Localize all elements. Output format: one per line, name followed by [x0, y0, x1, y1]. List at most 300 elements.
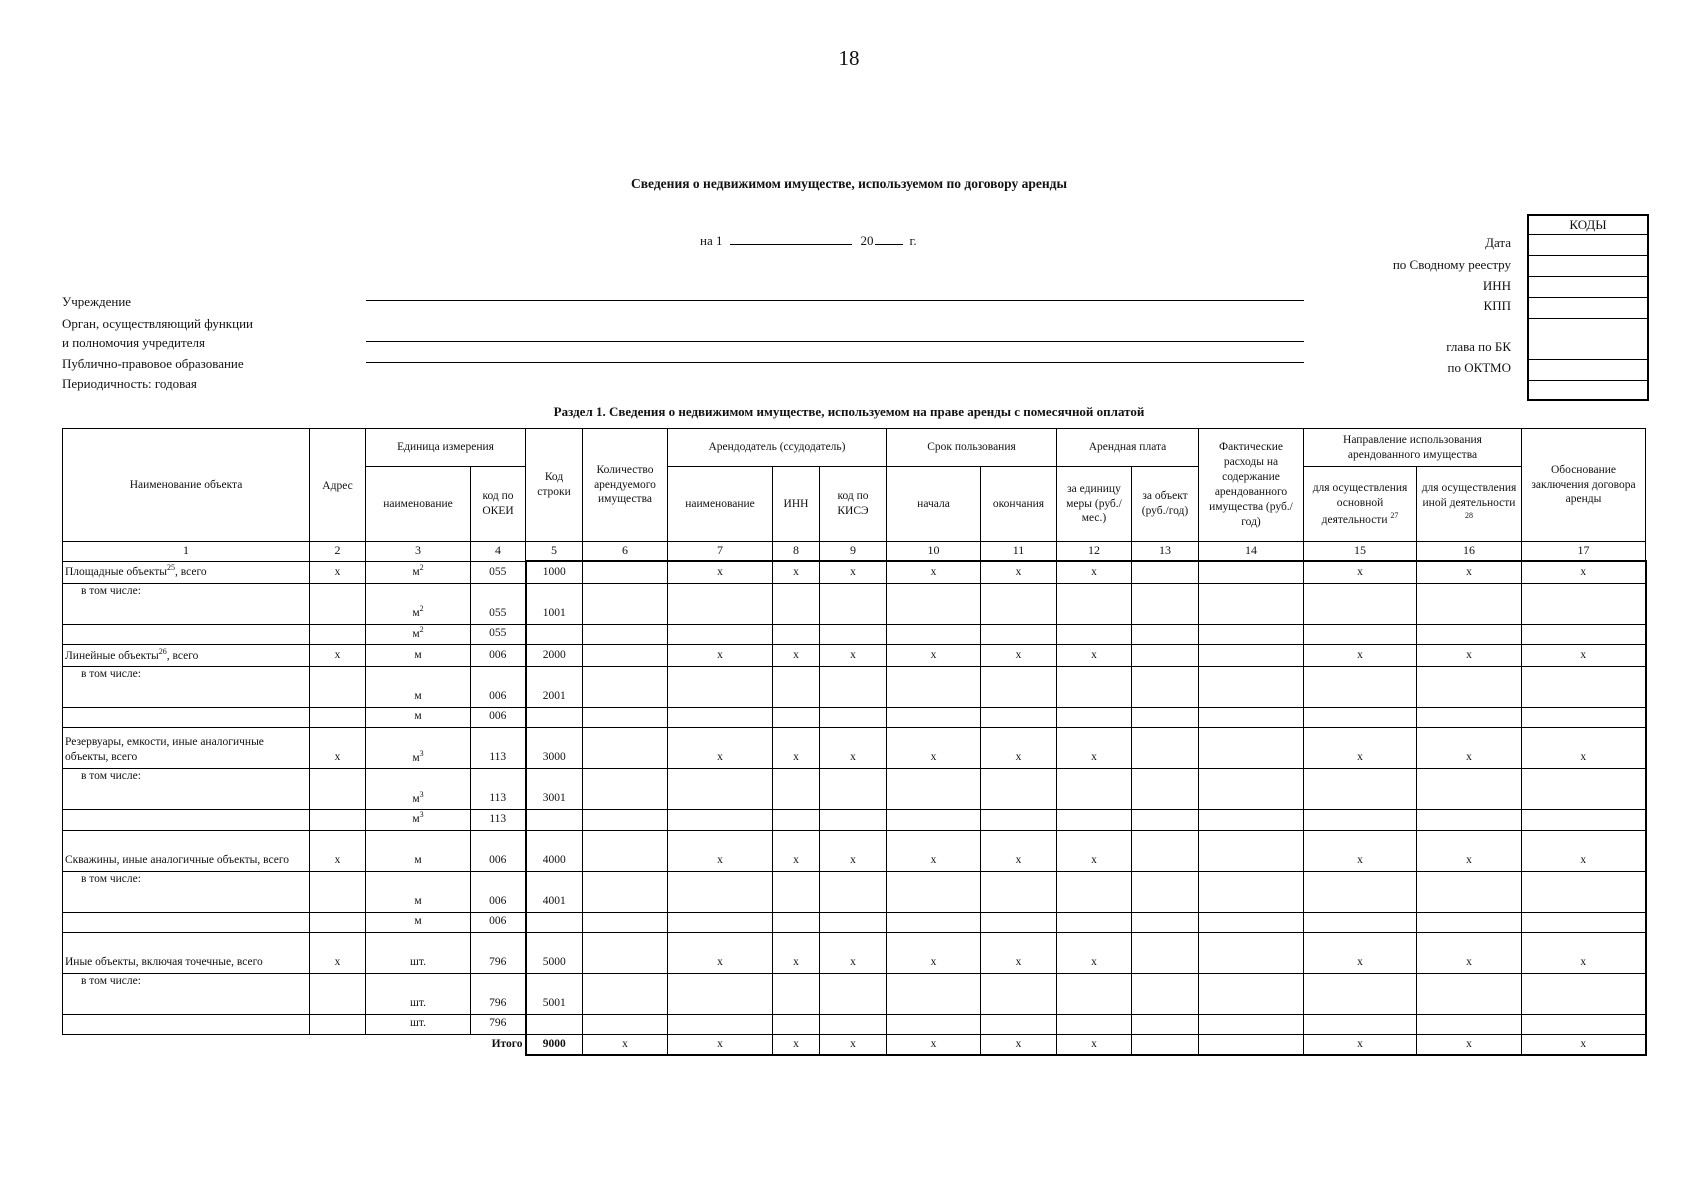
table-cell-col17[interactable] [1522, 913, 1646, 933]
table-cell-col14[interactable] [1199, 583, 1304, 624]
table-cell-col3 [366, 624, 471, 645]
header-lessor-inn: ИНН [773, 467, 820, 542]
table-cell-col13[interactable] [1132, 913, 1199, 933]
table-cell-col17: x [1522, 645, 1646, 667]
table-cell-col16: x [1417, 933, 1522, 974]
section-title: Раздел 1. Сведения о недвижимом имуществе, используемом на праве аренды с помесячной оплатой [553, 404, 1145, 419]
table-cell-col14[interactable] [1199, 769, 1304, 810]
header-rent-group: Арендная плата [1057, 429, 1199, 467]
table-cell-col7: x [668, 933, 773, 974]
column-number: 11 [981, 542, 1057, 562]
table-cell-col16[interactable] [1417, 624, 1522, 645]
table-cell-col5: 2000 [526, 645, 583, 667]
table-cell-col16[interactable] [1417, 913, 1522, 933]
table-cell-col7: x [668, 831, 773, 872]
table-cell-col15[interactable] [1304, 769, 1417, 810]
table-cell-col13[interactable] [1132, 769, 1199, 810]
table-cell-col2 [310, 810, 366, 831]
table-cell-col9: x [820, 561, 887, 583]
table-cell-col17[interactable] [1522, 583, 1646, 624]
footnote-27: 27 [1390, 510, 1399, 520]
table-row [63, 933, 1646, 974]
table-cell-col4: 113 [471, 769, 526, 810]
table-cell-col6[interactable] [583, 667, 668, 708]
table-row [63, 583, 1646, 624]
column-number: 13 [1132, 542, 1199, 562]
unit-text: м [412, 792, 420, 805]
table-cell-col17: x [1522, 933, 1646, 974]
table-cell-col5: 5001 [526, 974, 583, 1015]
table-cell-col2 [310, 769, 366, 810]
organ-label-line2: и полномочия учредителя [62, 335, 205, 350]
table-cell-col13[interactable] [1132, 810, 1199, 831]
table-cell-col14[interactable] [1199, 728, 1304, 769]
header-rent-object: за объект (руб./год) [1132, 467, 1199, 542]
table-row [63, 728, 1646, 769]
table-cell-col14[interactable] [1199, 872, 1304, 913]
table-cell-col3 [366, 708, 471, 728]
table-cell-col17[interactable] [1522, 810, 1646, 831]
code-bk-cell[interactable] [1529, 319, 1647, 360]
table-cell-col14[interactable] [1199, 708, 1304, 728]
unit-text: м [412, 751, 420, 764]
table-cell-col8: x [773, 561, 820, 583]
column-number: 15 [1304, 542, 1417, 562]
table-cell-col5 [526, 913, 583, 933]
table-cell-col10: x [887, 831, 981, 872]
table-cell-col7[interactable] [668, 1015, 773, 1035]
table-cell-col4: 006 [471, 872, 526, 913]
column-number: 16 [1417, 542, 1522, 562]
column-number: 8 [773, 542, 820, 562]
header-dir-main [1304, 467, 1417, 542]
table-cell-col10[interactable] [887, 810, 981, 831]
table-cell-col5: 1001 [526, 583, 583, 624]
header-row-code: Код строки [526, 429, 583, 542]
table-cell-col10[interactable] [887, 708, 981, 728]
codes-label-bk: глава по БК [1446, 339, 1511, 354]
table-cell-col6[interactable] [583, 872, 668, 913]
table-cell-col3 [366, 561, 471, 583]
table-cell-col15[interactable] [1304, 708, 1417, 728]
table-cell-col16[interactable] [1417, 974, 1522, 1015]
footnote-28: 28 [1465, 510, 1473, 520]
table-cell-col2: x [310, 561, 366, 583]
table-cell-col6[interactable] [583, 708, 668, 728]
organ-field[interactable] [366, 341, 1304, 342]
table-cell-col13[interactable] [1132, 667, 1199, 708]
table-cell-col5: 1000 [526, 561, 583, 583]
table-cell-col15: x [1304, 645, 1417, 667]
table-cell-col1 [63, 831, 310, 872]
header-lessor-kise: код по КИСЭ [820, 467, 887, 542]
total-cell-col6: x [583, 1035, 668, 1055]
column-number: 10 [887, 542, 981, 562]
table-cell-col9[interactable] [820, 810, 887, 831]
institution-label: Учреждение [62, 294, 132, 309]
header-justification: Обоснование заключения договора аренды [1522, 429, 1646, 542]
unit-text: м [414, 710, 422, 723]
table-cell-col12[interactable] [1057, 769, 1132, 810]
code-registry-cell[interactable] [1529, 256, 1647, 277]
table-cell-col12: x [1057, 933, 1132, 974]
table-cell-col12[interactable] [1057, 913, 1132, 933]
header-lessor-name: наименование [668, 467, 773, 542]
table-cell-col2 [310, 624, 366, 645]
table-cell-col16[interactable] [1417, 583, 1522, 624]
table-cell-col3 [366, 913, 471, 933]
institution-field[interactable] [366, 300, 1304, 301]
table-row [63, 708, 1646, 728]
header-rent-unit: за единицу меры (руб./мес.) [1057, 467, 1132, 542]
column-number: 9 [820, 542, 887, 562]
table-cell-col3 [366, 769, 471, 810]
table-cell-col4: 006 [471, 645, 526, 667]
public-entity-label: Публично-правовое образование [62, 356, 244, 371]
total-cell-col9: x [820, 1035, 887, 1055]
date-day-month-field[interactable] [730, 232, 852, 245]
header-dir-main-text: для осуществления основной деятельности [1312, 481, 1408, 526]
table-cell-col11: x [981, 645, 1057, 667]
table-cell-col9[interactable] [820, 769, 887, 810]
table-cell-col4: 006 [471, 708, 526, 728]
code-inn-cell[interactable] [1529, 277, 1647, 298]
table-cell-col3 [366, 728, 471, 769]
code-kpp-cell[interactable] [1529, 298, 1647, 319]
table-cell-col3 [366, 810, 471, 831]
table-cell-col17[interactable] [1522, 708, 1646, 728]
table-cell-col14[interactable] [1199, 810, 1304, 831]
table-cell-col2 [310, 974, 366, 1015]
row-name: в том числе: [81, 975, 141, 988]
table-cell-col9[interactable] [820, 583, 887, 624]
table-cell-col2 [310, 583, 366, 624]
table-cell-col10: x [887, 645, 981, 667]
page-number: 18 [838, 46, 860, 70]
table-cell-col1 [63, 913, 310, 933]
table-cell-col9[interactable] [820, 624, 887, 645]
table-cell-col17: x [1522, 831, 1646, 872]
header-quantity: Количество арендуемого имущества [583, 429, 668, 542]
table-cell-col2: x [310, 645, 366, 667]
table-cell-col12[interactable] [1057, 1015, 1132, 1035]
table-cell-col14[interactable] [1199, 645, 1304, 667]
table-cell-col13[interactable] [1132, 583, 1199, 624]
table-cell-col6[interactable] [583, 831, 668, 872]
table-cell-col5: 3000 [526, 728, 583, 769]
total-cell-col17: x [1522, 1035, 1646, 1055]
table-cell-col9[interactable] [820, 872, 887, 913]
table-cell-col9[interactable] [820, 974, 887, 1015]
table-cell-col8[interactable] [773, 583, 820, 624]
row-name: Резервуары, емкости, иные аналогичные объекты, всего [65, 736, 264, 764]
table-cell-col8: x [773, 645, 820, 667]
table-cell-col12[interactable] [1057, 810, 1132, 831]
unit-text: м [414, 854, 422, 867]
table-cell-col1 [63, 974, 310, 1015]
total-label: Итого [491, 1038, 523, 1051]
table-cell-col4: 006 [471, 913, 526, 933]
table-cell-col5 [526, 624, 583, 645]
table-cell-col9[interactable] [820, 1015, 887, 1035]
table-cell-col4: 113 [471, 810, 526, 831]
table-cell-col16: x [1417, 645, 1522, 667]
table-cell-col8[interactable] [773, 810, 820, 831]
table-cell-col7[interactable] [668, 810, 773, 831]
header-dir-other [1417, 467, 1522, 542]
codes-label-inn: ИНН [1482, 278, 1511, 293]
table-cell-col10[interactable] [887, 583, 981, 624]
codes-label-kpp: КПП [1483, 298, 1511, 313]
column-number: 1 [63, 542, 310, 562]
date-year-field[interactable] [875, 232, 903, 245]
table-cell-col10[interactable] [887, 974, 981, 1015]
table-cell-col14[interactable] [1199, 913, 1304, 933]
table-cell-col8[interactable] [773, 872, 820, 913]
date-year-prefix: 20 [860, 233, 874, 248]
table-cell-col14[interactable] [1199, 933, 1304, 974]
table-cell-col15[interactable] [1304, 667, 1417, 708]
date-prefix: на 1 [700, 233, 723, 248]
public-entity-field[interactable] [366, 362, 1304, 363]
total-cell-col16: x [1417, 1035, 1522, 1055]
total-cell-col14[interactable] [1199, 1035, 1304, 1055]
total-cell-col5: 9000 [526, 1035, 583, 1055]
table-cell-col6[interactable] [583, 1015, 668, 1035]
table-cell-col11[interactable] [981, 583, 1057, 624]
table-cell-col3 [366, 583, 471, 624]
table-cell-col13[interactable] [1132, 831, 1199, 872]
row-name-suffix: , всего [175, 565, 207, 578]
row-name: Площадные объекты [65, 565, 168, 578]
table-cell-col15: x [1304, 831, 1417, 872]
table-cell-col13[interactable] [1132, 708, 1199, 728]
table-cell-col15[interactable] [1304, 872, 1417, 913]
table-cell-col7[interactable] [668, 913, 773, 933]
table-cell-col9[interactable] [820, 708, 887, 728]
header-unit-group: Единица измерения [366, 429, 526, 467]
report-date-line [700, 232, 917, 249]
table-cell-col11[interactable] [981, 913, 1057, 933]
table-cell-col17[interactable] [1522, 1015, 1646, 1035]
table-cell-col1 [63, 933, 310, 974]
table-cell-col7[interactable] [668, 624, 773, 645]
column-number: 2 [310, 542, 366, 562]
table-cell-col11[interactable] [981, 1015, 1057, 1035]
table-cell-col6[interactable] [583, 974, 668, 1015]
date-suffix: г. [909, 233, 917, 248]
table-cell-col6[interactable] [583, 583, 668, 624]
table-cell-col16[interactable] [1417, 810, 1522, 831]
document-title: Сведения о недвижимом имуществе, используемом по договору аренды [631, 176, 1067, 191]
unit-text: м [412, 813, 420, 826]
table-cell-col11[interactable] [981, 810, 1057, 831]
unit-exponent: 2 [419, 624, 424, 634]
table-cell-col8[interactable] [773, 667, 820, 708]
table-cell-col10[interactable] [887, 913, 981, 933]
table-cell-col6[interactable] [583, 728, 668, 769]
table-cell-col6[interactable] [583, 810, 668, 831]
table-cell-col2 [310, 708, 366, 728]
column-number: 12 [1057, 542, 1132, 562]
table-cell-col11[interactable] [981, 872, 1057, 913]
table-cell-col13[interactable] [1132, 872, 1199, 913]
table-cell-col1 [63, 872, 310, 913]
table-cell-col14[interactable] [1199, 667, 1304, 708]
code-oktmo-cell[interactable] [1529, 360, 1647, 381]
table-cell-col12[interactable] [1057, 624, 1132, 645]
table-cell-col15: x [1304, 728, 1417, 769]
table-cell-col10: x [887, 933, 981, 974]
table-cell-col12[interactable] [1057, 974, 1132, 1015]
table-cell-col7[interactable] [668, 583, 773, 624]
table-cell-col8[interactable] [773, 1015, 820, 1035]
column-number: 3 [366, 542, 471, 562]
table-cell-col6[interactable] [583, 645, 668, 667]
codes-label-oktmo: по ОКТМО [1447, 360, 1511, 375]
table-cell-col7[interactable] [668, 667, 773, 708]
table-cell-col15[interactable] [1304, 583, 1417, 624]
table-cell-col14[interactable] [1199, 1015, 1304, 1035]
table-cell-col4: 796 [471, 1015, 526, 1035]
table-cell-col8[interactable] [773, 913, 820, 933]
table-cell-col16[interactable] [1417, 708, 1522, 728]
table-cell-col14[interactable] [1199, 974, 1304, 1015]
codes-label-date: Дата [1485, 235, 1511, 250]
table-cell-col3 [366, 933, 471, 974]
table-cell-col6[interactable] [583, 561, 668, 583]
table-cell-col5 [526, 1015, 583, 1035]
table-cell-col1 [63, 708, 310, 728]
table-cell-col7[interactable] [668, 769, 773, 810]
table-cell-col13[interactable] [1132, 561, 1199, 583]
table-cell-col15[interactable] [1304, 1015, 1417, 1035]
table-cell-col16[interactable] [1417, 872, 1522, 913]
table-cell-col1 [63, 1015, 310, 1035]
table-row [63, 667, 1646, 708]
code-date-cell[interactable] [1529, 235, 1647, 256]
table-cell-col8[interactable] [773, 624, 820, 645]
table-row [63, 872, 1646, 913]
unit-text: м [412, 627, 420, 640]
table-cell-col12[interactable] [1057, 667, 1132, 708]
table-cell-col15[interactable] [1304, 913, 1417, 933]
table-cell-col13[interactable] [1132, 974, 1199, 1015]
table-cell-col11[interactable] [981, 708, 1057, 728]
row-name-suffix: , всего [166, 649, 199, 662]
table-cell-col9[interactable] [820, 667, 887, 708]
header-direction-group: Направление использования арендованного имущества [1304, 429, 1522, 467]
table-cell-col11[interactable] [981, 624, 1057, 645]
table-cell-col16[interactable] [1417, 1015, 1522, 1035]
row-name: Линейные объекты [65, 649, 159, 662]
row-name: в том числе: [81, 770, 141, 783]
table-cell-col10[interactable] [887, 769, 981, 810]
table-cell-col17[interactable] [1522, 667, 1646, 708]
table-cell-col6[interactable] [583, 933, 668, 974]
table-cell-col8[interactable] [773, 974, 820, 1015]
table-cell-col15[interactable] [1304, 624, 1417, 645]
table-cell-col15[interactable] [1304, 810, 1417, 831]
table-cell-col13[interactable] [1132, 933, 1199, 974]
table-cell-col17[interactable] [1522, 974, 1646, 1015]
table-cell-col12: x [1057, 645, 1132, 667]
table-cell-col12[interactable] [1057, 583, 1132, 624]
table-cell-col13[interactable] [1132, 645, 1199, 667]
table-cell-col15: x [1304, 933, 1417, 974]
table-cell-col14[interactable] [1199, 624, 1304, 645]
table-cell-col12[interactable] [1057, 872, 1132, 913]
table-cell-col11[interactable] [981, 769, 1057, 810]
table-cell-col7[interactable] [668, 708, 773, 728]
table-cell-col6[interactable] [583, 769, 668, 810]
table-cell-col4: 006 [471, 667, 526, 708]
total-cell-col8: x [773, 1035, 820, 1055]
table-cell-col13[interactable] [1132, 728, 1199, 769]
table-cell-col17[interactable] [1522, 872, 1646, 913]
table-cell-col8: x [773, 728, 820, 769]
table-cell-col10[interactable] [887, 1015, 981, 1035]
table-cell-col9: x [820, 645, 887, 667]
table-cell-col17: x [1522, 728, 1646, 769]
column-number-row [63, 542, 1646, 562]
table-cell-col13[interactable] [1132, 1015, 1199, 1035]
table-cell-col16[interactable] [1417, 769, 1522, 810]
table-cell-col14[interactable] [1199, 561, 1304, 583]
table-cell-col10[interactable] [887, 872, 981, 913]
table-cell-col8: x [773, 831, 820, 872]
table-cell-col16[interactable] [1417, 667, 1522, 708]
table-cell-col12: x [1057, 561, 1132, 583]
table-cell-col15[interactable] [1304, 974, 1417, 1015]
header-unit-code: код по ОКЕИ [471, 467, 526, 542]
table-cell-col2: x [310, 933, 366, 974]
table-cell-col16: x [1417, 561, 1522, 583]
column-number: 4 [471, 542, 526, 562]
table-cell-col4: 055 [471, 583, 526, 624]
table-cell-col8: x [773, 933, 820, 974]
table-cell-col11[interactable] [981, 974, 1057, 1015]
table-cell-col1 [63, 769, 310, 810]
row-name: в том числе: [81, 873, 141, 886]
unit-exponent: 3 [419, 810, 424, 820]
table-cell-col9[interactable] [820, 913, 887, 933]
table-cell-col11[interactable] [981, 667, 1057, 708]
table-cell-col1 [63, 624, 310, 645]
table-row [63, 624, 1646, 645]
table-cell-col8[interactable] [773, 708, 820, 728]
table-cell-col10[interactable] [887, 624, 981, 645]
unit-text: м [414, 690, 422, 703]
lease-table [62, 428, 1647, 1056]
table-cell-col17[interactable] [1522, 624, 1646, 645]
table-cell-col7[interactable] [668, 872, 773, 913]
table-cell-col4: 055 [471, 624, 526, 645]
table-cell-col3 [366, 831, 471, 872]
table-cell-col6[interactable] [583, 913, 668, 933]
table-cell-col10[interactable] [887, 667, 981, 708]
total-row [63, 1035, 1646, 1055]
header-address: Адрес [310, 429, 366, 542]
table-cell-col8[interactable] [773, 769, 820, 810]
table-cell-col7[interactable] [668, 974, 773, 1015]
table-cell-col13[interactable] [1132, 624, 1199, 645]
table-cell-col12[interactable] [1057, 708, 1132, 728]
table-cell-col6[interactable] [583, 624, 668, 645]
table-cell-col14[interactable] [1199, 831, 1304, 872]
table-cell-col17[interactable] [1522, 769, 1646, 810]
total-cell-col13[interactable] [1132, 1035, 1199, 1055]
